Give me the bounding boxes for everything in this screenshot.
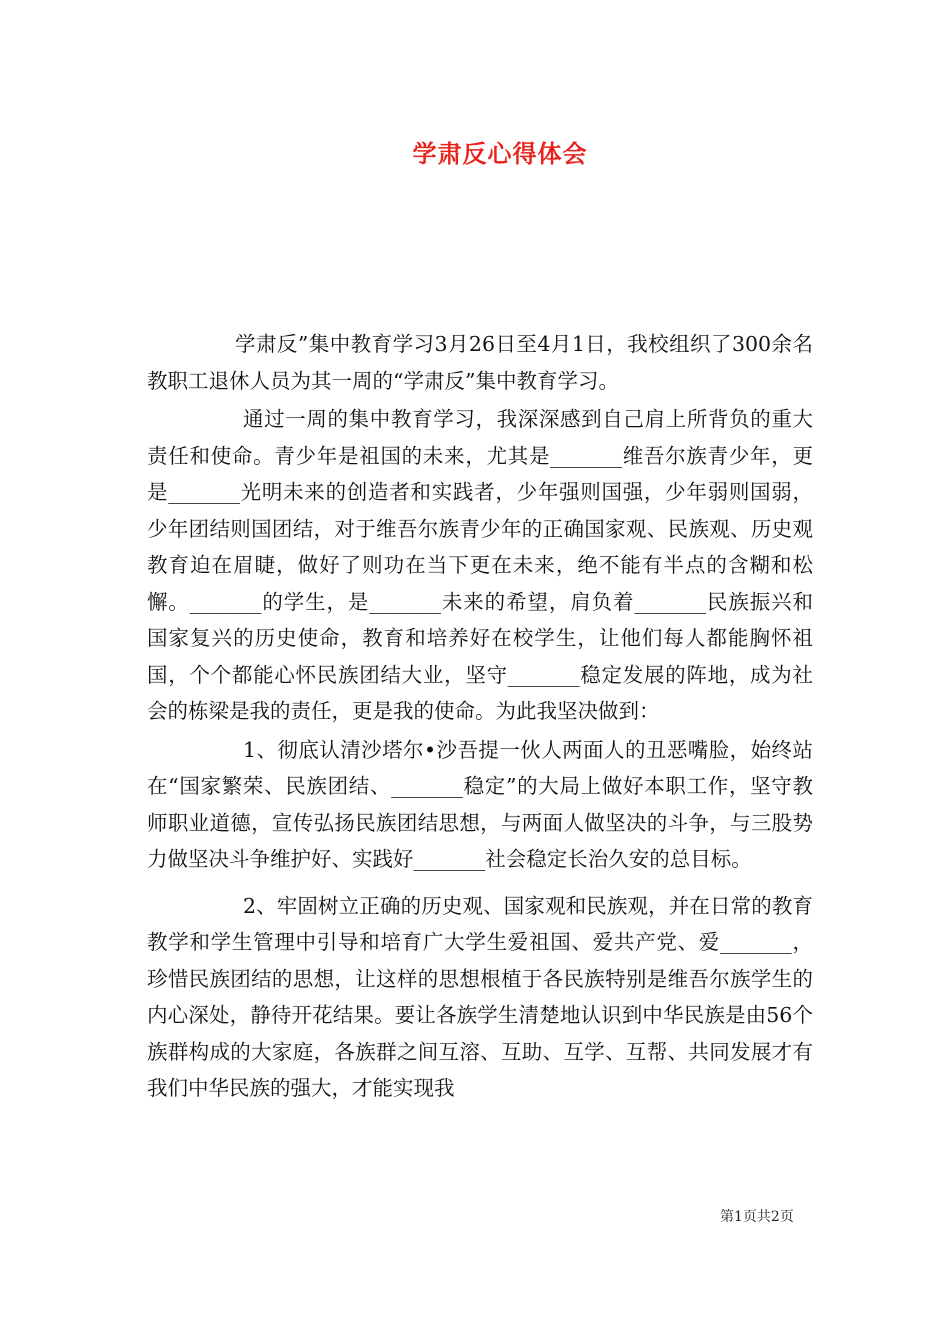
paragraph-intro: 学肃反”集中教育学习3月26日至4月1日，我校组织了300余名教职工退休人员为其一周的“学肃反”集中教育学习。 [147, 332, 813, 393]
paragraph-reflection: 通过一周的集中教育学习，我深深感到自己肩上所背负的重大责任和使命。青少年是祖国的未来，尤其是_______维吾尔族青少年，更是_______光明未来的创造者和实践者，少年强则国强，少年弱则国弱，少年团结则国团结，对于维吾尔族青少年的正确国家观、民族观、历史观教育迫在眉睫，做好了则功在当下更在未来，绝不能有半点的含糊和松懈。_______的学生，是_______未来的希望，肩负着_______民族振兴和国家复兴的历史使命，教育和培养好在校学生，让他们每人都能胸怀祖国，个个都能心怀民族团结大业，坚守_______稳定发展的阵地，成为社会的栋梁是我的责任，更是我的使命。为此我坚决做到： [147, 407, 813, 723]
paragraph-point-2: 2、牢固树立正确的历史观、国家观和民族观，并在日常的教育教学和学生管理中引导和培育广大学生爱祖国、爱共产党、爱_______，珍惜民族团结的思想，让这样的思想根植于各民族特别是维吾尔族学生的内心深处，静待开花结果。要让各族学生清楚地认识到中华民族是由56个族群构成的大家庭，各族群之间互溶、互助、互学、互帮、共同发展才有我们中华民族的强大，才能实现我 [147, 893, 813, 1100]
paragraph-point-1: 1、彻底认清沙塔尔•沙吾提一伙人两面人的丑恶嘴脸，始终站在“国家繁荣、民族团结、_______稳定”的大局上做好本职工作，坚守教师职业道德，宣传弘扬民族团结思想，与两面人做坚决的斗争，与三股势力做坚决斗争维护好、实践好_______社会稳定长治久安的总目标。 [147, 737, 813, 871]
document-title: 学肃反心得体会 [412, 139, 588, 168]
document-body [147, 326, 813, 1107]
page-number-footer: 第1页共2页 [720, 1209, 794, 1225]
